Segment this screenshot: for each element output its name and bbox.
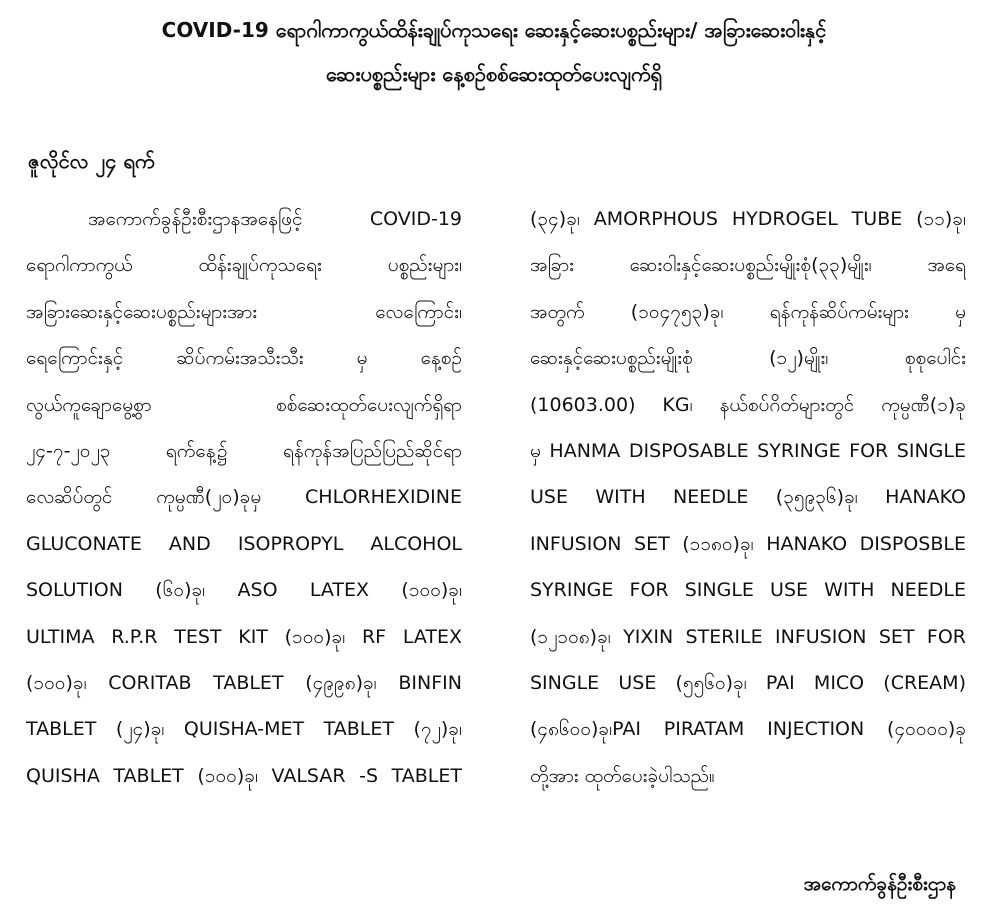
left-line-1: အကောက်ခွန်ဦးစီးဌာနအနေဖြင့် COVID-19 bbox=[88, 208, 462, 230]
title-line-1: COVID-19 ရောဂါကာကွယ်ထိန်းချုပ်ကုသရေး ဆေးနှင့်ဆေးပစ္စည်းများ/ အခြားဆေးဝါးနှင့် bbox=[161, 18, 827, 42]
left-line-2: ရောဂါကာကွယ် ထိန်းချုပ်ကုသရေး ပစ္စည်းများ၊ bbox=[26, 254, 462, 277]
right-line-1: (၃၄)ခု၊ AMORPHOUS HYDROGEL TUBE (၁၁)ခု၊ bbox=[530, 208, 966, 230]
right-line-7: USE WITH NEEDLE (၃၅၉၃၆)ခု၊ HANAKO bbox=[530, 486, 966, 509]
left-column bbox=[26, 196, 462, 799]
left-line-7: လေဆိပ်တွင် ကုမ္ပဏီ(၂၀)ခုမှ CHLORHEXIDINE bbox=[26, 486, 462, 509]
left-line-4: ရေကြောင်းနှင့် ဆိပ်ကမ်းအသီးသီး မှ နေ့စဉ် bbox=[26, 347, 462, 370]
right-line-9: SYRINGE FOR SINGLE USE WITH NEEDLE bbox=[530, 579, 966, 602]
left-line-6: ၂၄-၇-၂၀၂၃ ရက်နေ့၌ ရန်ကုန်အပြည်ပြည်ဆိုင်ရာ bbox=[26, 439, 462, 462]
left-line-11: (၁၀၀)ခု၊ CORITAB TABLET (၄၉၉၈)ခု၊ BINFIN bbox=[26, 671, 462, 694]
title-line-2: ဆေးပစ္စည်းများ နေ့စဉ်စစ်ဆေးထုတ်ပေးလျက်ရှိ bbox=[325, 62, 663, 86]
issuer-signature: အကောက်ခွန်ဦးစီးဌာန bbox=[803, 873, 956, 895]
left-line-10: ULTIMA R.P.R TEST KIT (၁၀၀)ခု၊ RF LATEX bbox=[26, 625, 462, 648]
right-line-12: (၄၈၆၀၀)ခု၊PAI PIRATAM INJECTION (၄၀၀၀၀)ခု bbox=[530, 718, 966, 741]
left-line-9: SOLUTION (၆၀)ခု၊ ASO LATEX (၁၀၀)ခု၊ bbox=[26, 579, 462, 602]
right-line-13: တို့အား ထုတ်ပေးခဲ့ပါသည်။ bbox=[530, 764, 715, 787]
right-line-11: SINGLE USE (၅၅၆၀)ခု၊ PAI MICO (CREAM) bbox=[530, 671, 966, 694]
left-line-3: အခြားဆေးနှင့်ဆေးပစ္စည်းများအား လေကြောင်း၊ bbox=[26, 300, 462, 323]
right-column bbox=[530, 196, 966, 799]
left-line-12: TABLET (၂၄)ခု၊ QUISHA-MET TABLET (၇၂)ခု၊ bbox=[26, 718, 462, 741]
right-line-4: ဆေးနှင့်ဆေးပစ္စည်းမျိုးစုံ (၁၂)မျိုး၊ စုစုပေါင်း bbox=[530, 347, 966, 370]
left-line-13: QUISHA TABLET (၁၀၀)ခု၊ VALSAR -S TABLET bbox=[26, 764, 462, 787]
right-line-3: အတွက် (၁၀၄၇၅၃)ခု၊ ရန်ကုန်ဆိပ်ကမ်းများ မှ bbox=[530, 300, 966, 323]
right-line-10: (၁၂၁၀၈)ခု၊ YIXIN STERILE INFUSION SET FOR bbox=[530, 625, 966, 648]
right-line-5: (10603.00) KG၊ နယ်စပ်ဂိတ်များတွင် ကုမ္ပဏီ(၁)ခု bbox=[530, 393, 966, 416]
left-line-5: လွယ်ကူချောမွေ့စွာ စစ်ဆေးထုတ်ပေးလျက်ရှိရာ bbox=[26, 393, 462, 416]
right-line-8: INFUSION SET (၁၁၈၀)ခု၊ HANAKO DISPOSBLE bbox=[530, 532, 966, 555]
document-date: ဇူလိုင်လ ၂၄ ရက် bbox=[28, 149, 155, 173]
right-line-2: အခြား ဆေးဝါးနှင့်ဆေးပစ္စည်းမျိုးစုံ(၃၃)မျိုး၊ အရေ bbox=[530, 254, 966, 277]
right-line-6: မှ HANMA DISPOSABLE SYRINGE FOR SINGLE bbox=[530, 439, 966, 462]
document-title bbox=[0, 8, 988, 96]
left-line-8: GLUCONATE AND ISOPROPYL ALCOHOL bbox=[26, 532, 462, 555]
